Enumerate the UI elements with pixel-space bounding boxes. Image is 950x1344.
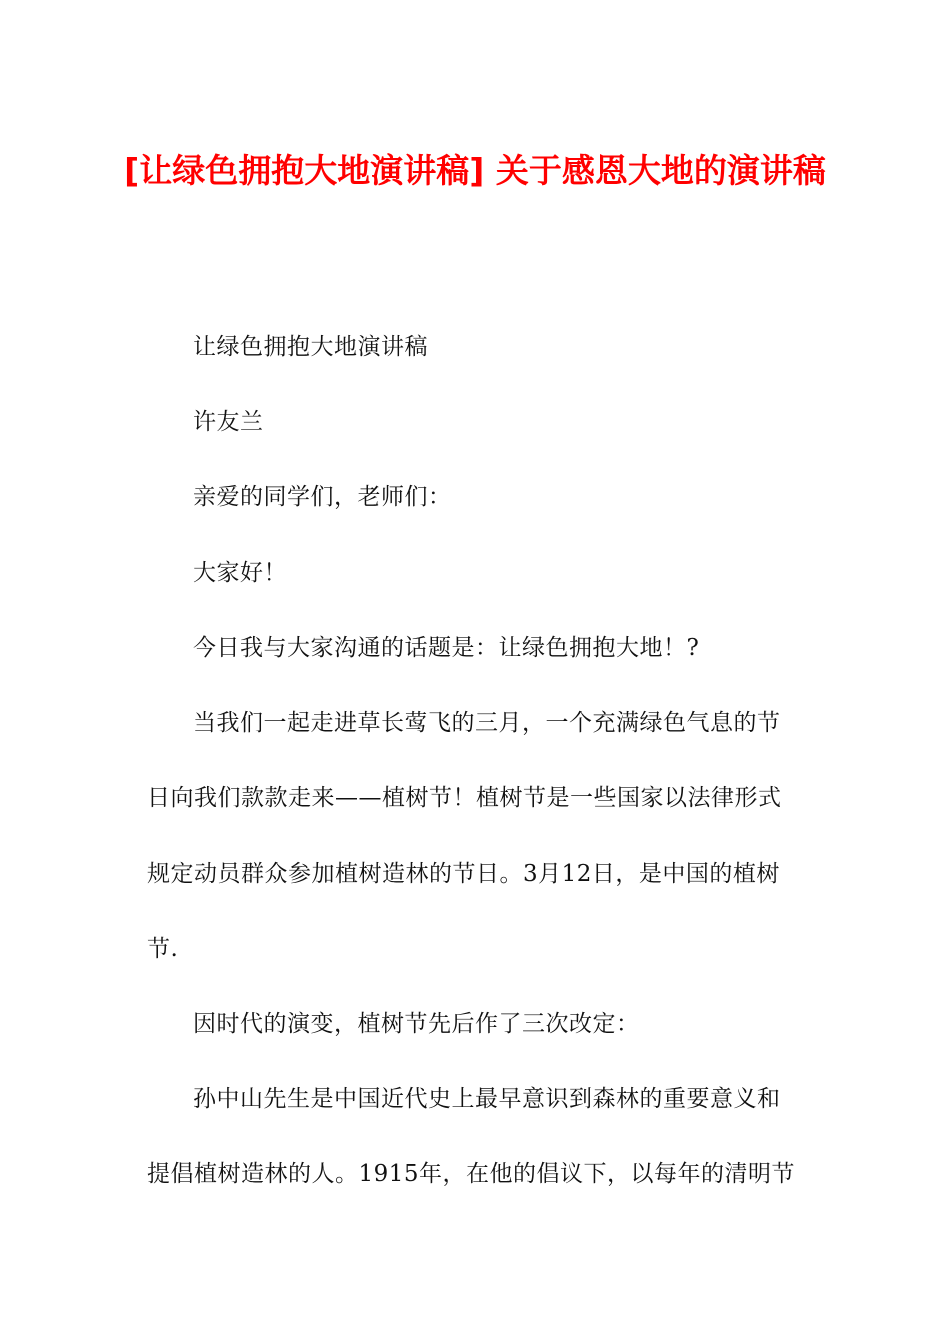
paragraph-changes: 因时代的演变，植树节先后作了三次改定： <box>193 1010 640 1037</box>
paragraph-speech-title: 让绿色拥抱大地演讲稿 <box>193 334 428 360</box>
document-body <box>147 329 797 1231</box>
paragraph-topic: 今日我与大家沟通的话题是：让绿色拥抱大地！? <box>193 634 700 661</box>
paragraph-arbor-day: 当我们一起走进草长莺飞的三月，一个充满绿色气息的节日向我们款款走来——植树节！植树节是一些国家以法律形式规定动员群众参加植树造林的节日。3月12日，是中国的植树节. <box>147 710 782 962</box>
paragraph-author: 许友兰 <box>193 409 264 436</box>
paragraph-sun-yat-sen: 孙中山先生是中国近代史上最早意识到森林的重要意义和提倡植树造林的人。1915年，在他的倡议下，以每年的清明节 <box>147 1086 796 1188</box>
document-title: [让绿色拥抱大地演讲稿] 关于感恩大地的演讲稿 <box>124 151 826 190</box>
paragraph-greeting: 大家好！ <box>193 559 287 586</box>
paragraph-salutation: 亲爱的同学们，老师们： <box>193 484 452 511</box>
